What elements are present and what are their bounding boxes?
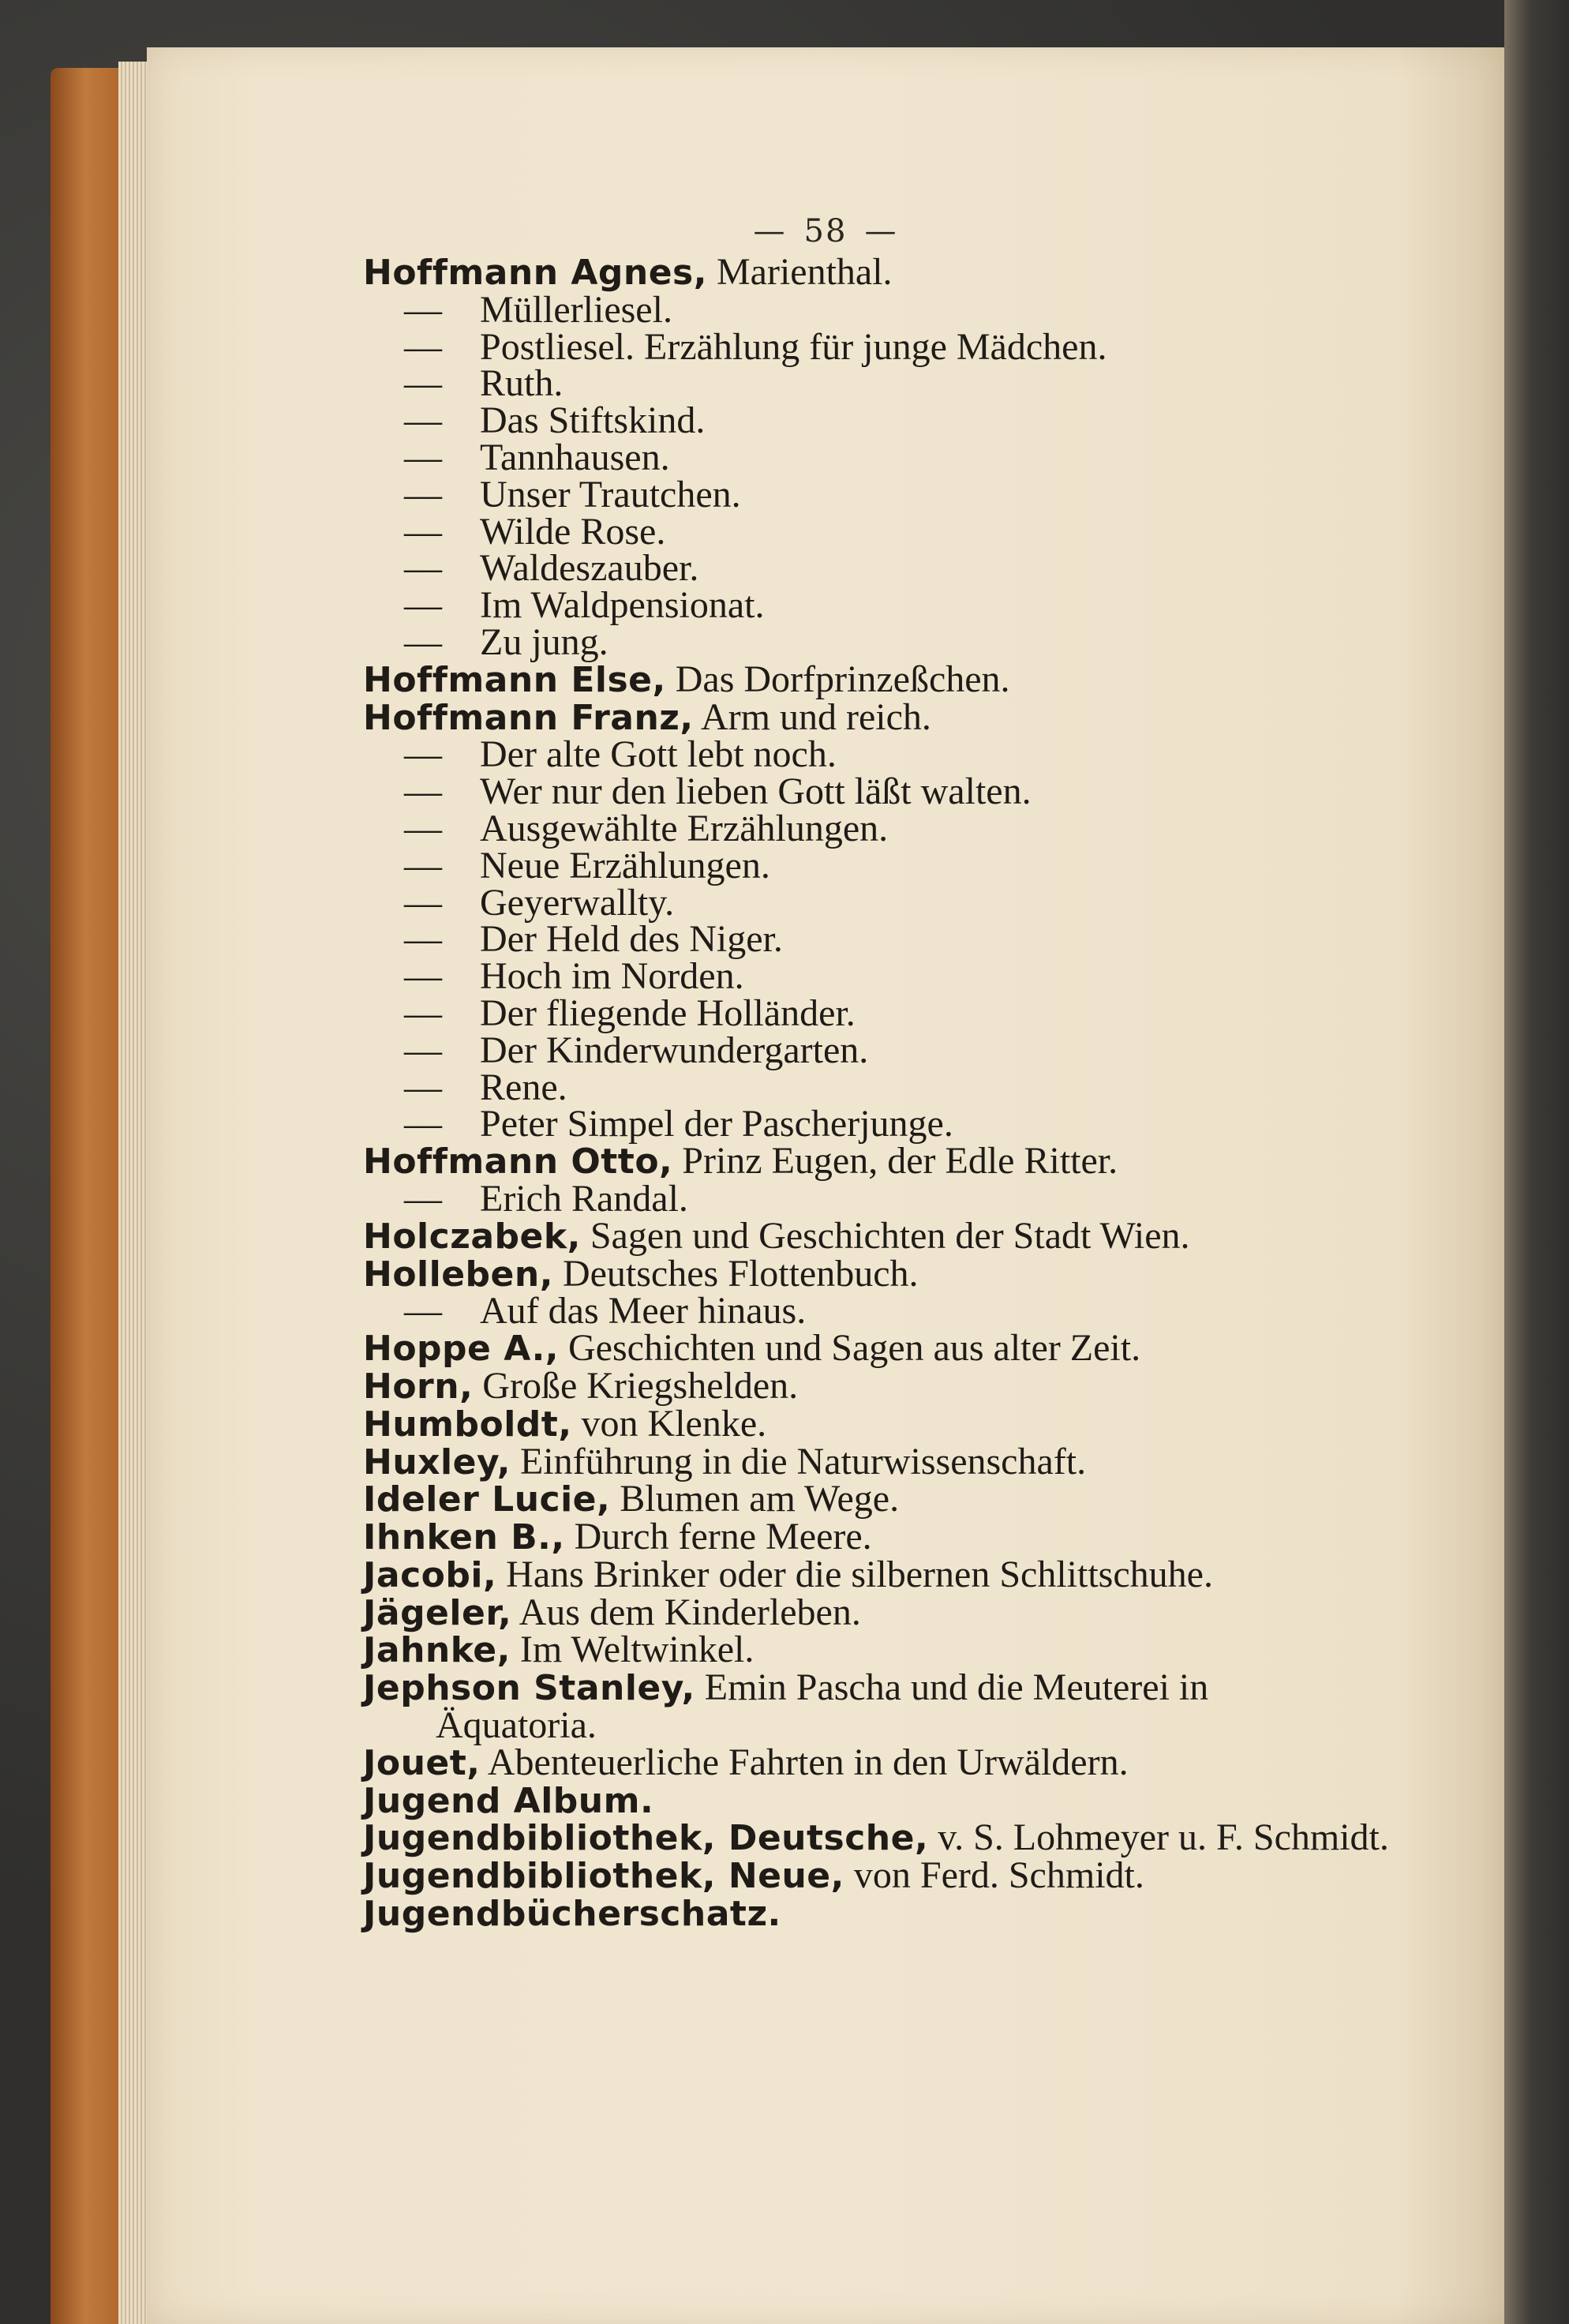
title-entry (363, 1066, 1531, 1108)
book-title: Geschichten und Sagen aus alter Zeit. (568, 1327, 1141, 1370)
book-title: Erich Randal. (480, 1177, 688, 1220)
author-entry (363, 1895, 1531, 1933)
book-title: Geyerwallty. (480, 881, 675, 924)
title-entry (363, 881, 1531, 924)
author-entry (363, 1478, 1531, 1520)
ditto-dash: — (404, 991, 442, 1034)
book-title: Neue Erzählungen. (480, 844, 770, 886)
book-title: Der alte Gott lebt noch. (480, 733, 837, 776)
ditto-dash: — (404, 547, 442, 590)
ditto-dash: — (404, 620, 442, 663)
author-entry (363, 1553, 1531, 1595)
author-entry (363, 1327, 1531, 1370)
author-entry (363, 1516, 1531, 1558)
title-entry (363, 510, 1531, 553)
author-entry (363, 1782, 1531, 1820)
book-title: Marienthal. (716, 251, 893, 293)
author-entry (363, 1140, 1531, 1183)
author-name: Holczabek, (363, 1216, 581, 1257)
ditto-dash: — (404, 473, 442, 515)
title-entry (363, 955, 1531, 998)
book-title: Große Kriegshelden. (482, 1364, 799, 1407)
author-name: Hoppe A., (363, 1329, 560, 1370)
page-number-dash-right: — (864, 213, 898, 249)
title-entry (363, 1103, 1531, 1145)
ditto-dash: — (404, 733, 442, 776)
book-title: Auf das Meer hinaus. (480, 1290, 807, 1333)
author-name: Jägeler, (363, 1592, 512, 1633)
ditto-dash: — (404, 1290, 442, 1333)
ditto-dash: — (404, 1103, 442, 1145)
book-title: Arm und reich. (700, 695, 931, 738)
book-title: Im Weltwinkel. (519, 1629, 755, 1671)
page-number (147, 213, 1504, 249)
book-title: Ausgewählte Erzählungen. (480, 807, 889, 849)
book-title: Wer nur den lieben Gott läßt walten. (480, 770, 1032, 813)
ditto-dash: — (404, 918, 442, 961)
author-name: Hoffmann Franz, (363, 697, 694, 738)
title-entry (363, 1177, 1531, 1220)
book-title-continuation: Äquatoria. (436, 1704, 597, 1747)
ditto-dash: — (404, 325, 442, 368)
title-entry (363, 991, 1531, 1034)
title-entry (363, 399, 1531, 442)
author-entry (363, 1364, 1531, 1407)
ditto-dash: — (404, 1066, 442, 1108)
ditto-dash: — (404, 844, 442, 886)
author-name: Hoffmann Else, (363, 659, 666, 700)
book-title: Aus dem Kinderleben. (519, 1591, 861, 1633)
author-name: Jephson Stanley, (363, 1668, 695, 1709)
book-title: Wilde Rose. (480, 510, 666, 553)
book-page (147, 47, 1504, 2324)
author-entry (363, 658, 1531, 700)
page-stack-edges (118, 62, 150, 2324)
author-entry (363, 1741, 1531, 1783)
book-title: Abenteuerliche Fahrten in den Urwäldern. (487, 1741, 1129, 1783)
author-entry (363, 1629, 1531, 1671)
book-title: Der fliegende Holländer. (480, 991, 856, 1034)
author-name: Humboldt, (363, 1404, 572, 1445)
ditto-dash: — (404, 510, 442, 553)
author-entry (363, 1816, 1531, 1859)
author-name: Hoffmann Otto, (363, 1141, 673, 1183)
title-entry (363, 918, 1531, 961)
book-title: Deutsches Flottenbuch. (562, 1252, 919, 1295)
book-title: Postliesel. Erzählung für junge Mädchen. (480, 325, 1107, 368)
book-title: Einführung in die Naturwissenschaft. (519, 1440, 1087, 1482)
title-entry (363, 436, 1531, 478)
author-entry (363, 1854, 1531, 1897)
author-name: Jugendbibliothek, Deutsche, (363, 1818, 929, 1859)
book-title: Der Held des Niger. (480, 918, 783, 961)
ditto-dash: — (404, 770, 442, 813)
author-name: Jacobi, (363, 1554, 497, 1595)
ditto-dash: — (404, 955, 442, 998)
ditto-dash: — (404, 436, 442, 478)
author-entry (363, 1440, 1531, 1482)
book-title: Müllerliesel. (480, 288, 672, 331)
author-name: Jugend Album. (363, 1780, 654, 1821)
book-title: Tannhausen. (480, 436, 670, 478)
author-entry (363, 1402, 1531, 1445)
book-title: Prinz Eugen, der Edle Ritter. (682, 1140, 1118, 1183)
ditto-dash: — (404, 881, 442, 924)
book-title: Das Stiftskind. (480, 399, 706, 442)
book-title: von Ferd. Schmidt. (853, 1854, 1144, 1897)
title-entry (363, 547, 1531, 590)
ditto-dash: — (404, 399, 442, 442)
title-entry (363, 1029, 1531, 1071)
author-name: Huxley, (363, 1441, 511, 1482)
book-title: Im Waldpensionat. (480, 584, 765, 627)
book-title: Waldeszauber. (480, 547, 699, 590)
author-entry (363, 1591, 1531, 1633)
ditto-dash: — (404, 807, 442, 849)
author-name: Jouet, (363, 1742, 481, 1783)
book-title: Unser Trautchen. (480, 473, 741, 515)
author-entry (363, 695, 1531, 738)
book-title: Emin Pascha und die Meuterei in (704, 1666, 1209, 1709)
title-entry (363, 362, 1531, 405)
book-title: Durch ferne Meere. (574, 1516, 872, 1558)
book-title: Peter Simpel der Pascherjunge. (480, 1103, 953, 1145)
ditto-dash: — (404, 288, 442, 331)
book-title: Hans Brinker oder die silbernen Schlittschuhe. (506, 1553, 1213, 1595)
author-entry (363, 251, 1531, 293)
author-entry (363, 1252, 1531, 1295)
book-title: Rene. (480, 1066, 567, 1108)
binding-shadow (1504, 0, 1569, 2324)
author-name: Holleben, (363, 1254, 553, 1295)
page-number-dash-left: — (753, 213, 787, 249)
ditto-dash: — (404, 362, 442, 405)
title-entry (363, 473, 1531, 515)
book-title: Das Dorfprinzeßchen. (675, 658, 1010, 700)
page-number-value: 58 (803, 213, 848, 249)
title-entry (363, 620, 1531, 663)
catalog-entry-list (363, 251, 1531, 1935)
author-name: Jahnke, (363, 1630, 511, 1671)
ditto-dash: — (404, 1029, 442, 1071)
book-title: v. S. Lohmeyer u. F. Schmidt. (938, 1816, 1389, 1859)
book-title: Zu jung. (480, 620, 609, 663)
author-name: Jugendbibliothek, Neue, (363, 1856, 844, 1897)
book-title: Ruth. (480, 362, 564, 405)
ditto-dash: — (404, 1177, 442, 1220)
title-entry (363, 807, 1531, 849)
author-name: Ihnken B., (363, 1517, 565, 1558)
title-entry (363, 770, 1531, 813)
book-title: von Klenke. (581, 1402, 767, 1445)
title-entry (363, 733, 1531, 776)
book-title: Hoch im Norden. (480, 955, 744, 998)
author-name: Horn, (363, 1366, 474, 1407)
title-entry (363, 325, 1531, 368)
ditto-dash: — (404, 584, 442, 627)
book-title: Der Kinderwundergarten. (480, 1029, 869, 1071)
author-entry (363, 1666, 1531, 1747)
book-title: Blumen am Wege. (620, 1478, 900, 1520)
author-entry (363, 1214, 1531, 1257)
book-title: Sagen und Geschichten der Stadt Wien. (590, 1214, 1190, 1257)
title-entry (363, 1290, 1531, 1333)
title-entry (363, 844, 1531, 886)
title-entry (363, 288, 1531, 331)
author-name: Hoffmann Agnes, (363, 253, 707, 293)
title-entry (363, 584, 1531, 627)
author-name: Ideler Lucie, (363, 1479, 611, 1520)
author-name: Jugendbücherschatz. (363, 1894, 781, 1935)
